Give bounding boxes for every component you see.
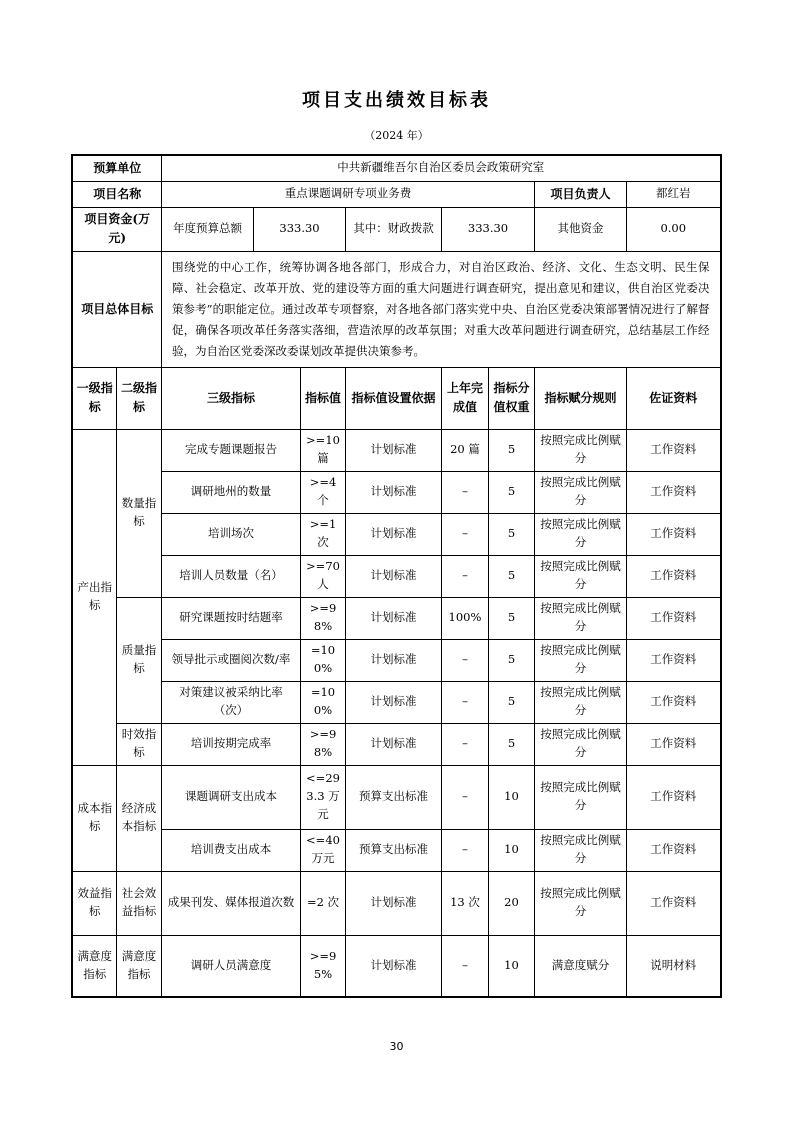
level1-indicator-cell: 成本指标 xyxy=(72,765,116,871)
target-value-cell: >=95% xyxy=(301,935,346,997)
evidence-cell: 工作资料 xyxy=(627,639,721,681)
evidence-cell: 工作资料 xyxy=(627,429,721,471)
indicator-row xyxy=(72,871,720,935)
prev-year-cell: – xyxy=(442,723,489,765)
basis-cell: 计划标准 xyxy=(346,597,442,639)
fiscal-allocation-value: 333.30 xyxy=(442,207,535,251)
budget-unit-label: 预算单位 xyxy=(72,155,161,181)
target-value-cell: =2 次 xyxy=(301,871,346,935)
page-subtitle: （2024 年） xyxy=(364,129,429,142)
fiscal-allocation-label: 其中：财政拨款 xyxy=(346,207,442,251)
performance-target-table xyxy=(71,154,721,998)
indicator-row xyxy=(72,935,720,997)
rule-cell: 按照完成比例赋分 xyxy=(535,429,627,471)
target-value-cell: =100% xyxy=(301,681,346,723)
rule-cell: 按照完成比例赋分 xyxy=(535,471,627,513)
level1-indicator-cell: 满意度指标 xyxy=(72,935,116,997)
rule-cell: 按照完成比例赋分 xyxy=(535,597,627,639)
level1-indicator-cell: 效益指标 xyxy=(72,871,116,935)
prev-year-cell: – xyxy=(442,513,489,555)
prev-year-cell: 100% xyxy=(442,597,489,639)
annual-budget-value: 333.30 xyxy=(254,207,346,251)
target-value-cell: >=4 个 xyxy=(301,471,346,513)
project-name-label: 项目名称 xyxy=(72,181,161,207)
header-level1: 一级指标 xyxy=(72,367,116,429)
weight-cell: 5 xyxy=(489,681,535,723)
rule-cell: 按照完成比例赋分 xyxy=(535,765,627,829)
weight-cell: 20 xyxy=(489,871,535,935)
rule-cell: 满意度赋分 xyxy=(535,935,627,997)
basis-cell: 计划标准 xyxy=(346,681,442,723)
rule-cell: 按照完成比例赋分 xyxy=(535,681,627,723)
target-value-cell: =100% xyxy=(301,639,346,681)
level1-indicator-cell: 产出指标 xyxy=(72,429,116,765)
header-rule: 指标赋分规则 xyxy=(535,367,627,429)
evidence-cell: 工作资料 xyxy=(627,871,721,935)
header-level2: 二级指标 xyxy=(116,367,161,429)
level3-indicator-cell: 培训按期完成率 xyxy=(162,723,301,765)
target-value-cell: >=1 次 xyxy=(301,513,346,555)
evidence-cell: 工作资料 xyxy=(627,723,721,765)
basis-cell: 计划标准 xyxy=(346,935,442,997)
evidence-cell: 工作资料 xyxy=(627,555,721,597)
evidence-cell: 工作资料 xyxy=(627,765,721,829)
prev-year-cell: – xyxy=(442,681,489,723)
basis-cell: 计划标准 xyxy=(346,429,442,471)
level2-indicator-cell: 满意度指标 xyxy=(116,935,161,997)
target-value-cell: >=10 篇 xyxy=(301,429,346,471)
prev-year-cell: – xyxy=(442,935,489,997)
prev-year-cell: – xyxy=(442,765,489,829)
target-value-cell: >=70 人 xyxy=(301,555,346,597)
level3-indicator-cell: 成果刊发、媒体报道次数 xyxy=(162,871,301,935)
overall-goal-text: 围绕党的中心工作，统筹协调各地各部门，形成合力，对自治区政治、经济、文化、生态文明、民生保障、社会稳定、改革开放、党的建设等方面的重大问题进行调查研究，提出意见和建议，供自治区党委决策参考”的职能定位。通过改革专项督察，对各地各部门落实党中央、自治区党委决策部署情况进行了解督促，确保各项改革任务落实落细，营造浓厚的改革氛围；对重大改革问题进行调查研究，总结基层工作经验，为自治区党委深改委谋划改革提供决策参考。 xyxy=(162,251,721,367)
prev-year-cell: 20 篇 xyxy=(442,429,489,471)
level2-indicator-cell: 数量指标 xyxy=(116,429,161,597)
project-name-row xyxy=(72,181,720,207)
project-funds-row xyxy=(72,207,720,251)
budget-unit-value: 中共新疆维吾尔自治区委员会政策研究室 xyxy=(162,155,721,181)
weight-cell: 5 xyxy=(489,513,535,555)
indicator-row xyxy=(72,597,720,639)
level3-indicator-cell: 领导批示或圈阅次数/率 xyxy=(162,639,301,681)
basis-cell: 计划标准 xyxy=(346,471,442,513)
other-funds-value: 0.00 xyxy=(627,207,721,251)
level2-indicator-cell: 经济成本指标 xyxy=(116,765,161,871)
indicator-row xyxy=(72,829,720,871)
level3-indicator-cell: 课题调研支出成本 xyxy=(162,765,301,829)
target-value-cell: <=40 万元 xyxy=(301,829,346,871)
rule-cell: 按照完成比例赋分 xyxy=(535,723,627,765)
budget-unit-row xyxy=(72,155,720,181)
level2-indicator-cell: 时效指标 xyxy=(116,723,161,765)
overall-goal-row xyxy=(72,251,720,367)
evidence-cell: 工作资料 xyxy=(627,471,721,513)
evidence-cell: 说明材料 xyxy=(627,935,721,997)
weight-cell: 10 xyxy=(489,829,535,871)
header-evidence: 佐证资料 xyxy=(627,367,721,429)
header-prev-year: 上年完成值 xyxy=(442,367,489,429)
project-name-value: 重点课题调研专项业务费 xyxy=(162,181,535,207)
weight-cell: 10 xyxy=(489,765,535,829)
rule-cell: 按照完成比例赋分 xyxy=(535,513,627,555)
level3-indicator-cell: 调研地州的数量 xyxy=(162,471,301,513)
prev-year-cell: – xyxy=(442,639,489,681)
weight-cell: 5 xyxy=(489,555,535,597)
target-value-cell: >=98% xyxy=(301,723,346,765)
indicator-row xyxy=(72,723,720,765)
indicator-row xyxy=(72,765,720,829)
basis-cell: 预算支出标准 xyxy=(346,765,442,829)
target-value-cell: <=293.3 万元 xyxy=(301,765,346,829)
weight-cell: 5 xyxy=(489,639,535,681)
annual-budget-label: 年度预算总额 xyxy=(162,207,254,251)
header-weight: 指标分值权重 xyxy=(489,367,535,429)
indicator-row xyxy=(72,429,720,471)
header-level3: 三级指标 xyxy=(162,367,301,429)
evidence-cell: 工作资料 xyxy=(627,829,721,871)
weight-cell: 5 xyxy=(489,429,535,471)
level3-indicator-cell: 对策建议被采纳比率（次） xyxy=(162,681,301,723)
basis-cell: 预算支出标准 xyxy=(346,829,442,871)
basis-cell: 计划标准 xyxy=(346,723,442,765)
level2-indicator-cell: 质量指标 xyxy=(116,597,161,723)
page-title: 项目支出绩效目标表 xyxy=(302,90,491,111)
level3-indicator-cell: 调研人员满意度 xyxy=(162,935,301,997)
target-value-cell: >=98% xyxy=(301,597,346,639)
indicator-row xyxy=(72,639,720,681)
weight-cell: 5 xyxy=(489,471,535,513)
prev-year-cell: – xyxy=(442,471,489,513)
level2-indicator-cell: 社会效益指标 xyxy=(116,871,161,935)
level3-indicator-cell: 培训费支出成本 xyxy=(162,829,301,871)
basis-cell: 计划标准 xyxy=(346,639,442,681)
weight-cell: 5 xyxy=(489,597,535,639)
evidence-cell: 工作资料 xyxy=(627,513,721,555)
rule-cell: 按照完成比例赋分 xyxy=(535,829,627,871)
project-leader-value: 都红岩 xyxy=(627,181,721,207)
prev-year-cell: – xyxy=(442,829,489,871)
weight-cell: 10 xyxy=(489,935,535,997)
project-funds-label: 项目资金(万元) xyxy=(72,207,161,251)
rule-cell: 按照完成比例赋分 xyxy=(535,639,627,681)
rule-cell: 按照完成比例赋分 xyxy=(535,871,627,935)
prev-year-cell: – xyxy=(442,555,489,597)
page-number: 30 xyxy=(389,1040,404,1053)
level3-indicator-cell: 完成专题课题报告 xyxy=(162,429,301,471)
weight-cell: 5 xyxy=(489,723,535,765)
rule-cell: 按照完成比例赋分 xyxy=(535,555,627,597)
indicator-row xyxy=(72,471,720,513)
level3-indicator-cell: 研究课题按时结题率 xyxy=(162,597,301,639)
indicator-header-row xyxy=(72,367,720,429)
other-funds-label: 其他资金 xyxy=(535,207,627,251)
header-target-value: 指标值 xyxy=(301,367,346,429)
overall-goal-label: 项目总体目标 xyxy=(72,251,161,367)
evidence-cell: 工作资料 xyxy=(627,681,721,723)
basis-cell: 计划标准 xyxy=(346,871,442,935)
indicator-row xyxy=(72,681,720,723)
basis-cell: 计划标准 xyxy=(346,513,442,555)
evidence-cell: 工作资料 xyxy=(627,597,721,639)
prev-year-cell: 13 次 xyxy=(442,871,489,935)
indicator-row xyxy=(72,555,720,597)
level3-indicator-cell: 培训场次 xyxy=(162,513,301,555)
header-basis: 指标值设置依据 xyxy=(346,367,442,429)
project-leader-label: 项目负责人 xyxy=(535,181,627,207)
indicator-row xyxy=(72,513,720,555)
level3-indicator-cell: 培训人员数量（名） xyxy=(162,555,301,597)
basis-cell: 计划标准 xyxy=(346,555,442,597)
